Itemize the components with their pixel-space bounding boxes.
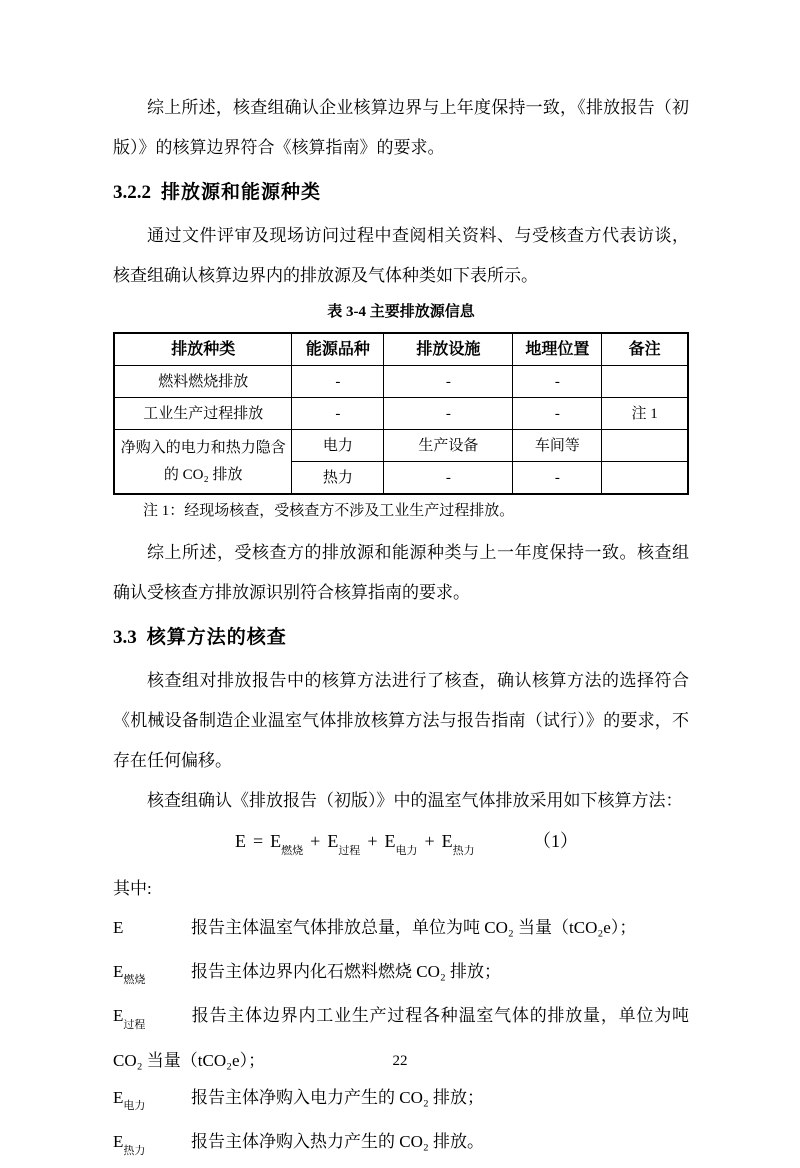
where-label: 其中: xyxy=(113,878,152,898)
definition-desc: 报告主体边界内工业生产过程各种温室气体的排放量，单位为吨 CO₂ 当量（tCO₂e）； xyxy=(113,1006,689,1070)
cell-energy-type: - xyxy=(292,398,384,430)
cell-emission-type-merged: 净购入的电力和热力隐含的 CO₂ 排放 xyxy=(114,430,292,495)
table-row xyxy=(114,430,688,462)
definition-item xyxy=(113,1123,689,1167)
cell-facility: - xyxy=(384,398,513,430)
col-header-energy-type: 能源品种 xyxy=(292,333,384,366)
definition-item xyxy=(113,953,689,997)
table-note: 注 1：经现场核查，受核查方不涉及工业生产过程排放。 xyxy=(143,503,515,519)
section-322-paragraph: 通过文件评审及现场访问过程中查阅相关资料、与受核查方代表访谈，核查组确认核算边界内的排放源及气体种类如下表所示。 xyxy=(113,226,689,285)
cell-location: - xyxy=(513,398,602,430)
cell-facility: - xyxy=(384,462,513,495)
section-heading-322 xyxy=(113,178,689,208)
formula-lhs: E xyxy=(235,831,246,851)
cell-location: - xyxy=(513,462,602,495)
definition-desc: 报告主体净购入电力产生的 CO₂ 排放； xyxy=(191,1087,485,1107)
formula-number: （1） xyxy=(533,831,578,851)
cell-location: - xyxy=(513,366,602,398)
page-number: 22 xyxy=(392,1053,408,1069)
cell-location: 车间等 xyxy=(513,430,602,462)
definition-symbol: $E_{燃烧}$ xyxy=(113,961,146,987)
definition-desc: 报告主体边界内化石燃料燃烧 CO₂ 排放； xyxy=(191,961,502,981)
col-header-remark: 备注 xyxy=(602,333,688,366)
section-heading-33 xyxy=(113,623,689,653)
cell-emission-type: 工业生产过程排放 xyxy=(114,398,292,430)
cell-facility: 生产设备 xyxy=(384,430,513,462)
definition-item xyxy=(113,909,689,953)
formula-term: $E_{电力}$ xyxy=(384,831,418,857)
formula-1 xyxy=(113,821,689,869)
cell-remark xyxy=(602,430,688,462)
definition-symbol: $E_{电力}$ xyxy=(113,1087,146,1113)
plus-sign: + xyxy=(367,831,378,851)
definition-item xyxy=(113,1079,689,1123)
section-322-summary: 综上所述，受核查方的排放源和能源种类与上一年度保持一致。核查组确认受核查方排放源识别符合核算指南的要求。 xyxy=(113,543,689,602)
cell-remark xyxy=(602,462,688,495)
cell-energy-type: - xyxy=(292,366,384,398)
cell-remark: 注 1 xyxy=(602,398,688,430)
section-number: 3.2.2 xyxy=(113,182,151,203)
cell-facility: - xyxy=(384,366,513,398)
section-title: 核算方法的核查 xyxy=(146,627,287,648)
section-33-paragraph-2: 核查组确认《排放报告（初版）》中的温室气体排放采用如下核算方法： xyxy=(147,791,683,810)
cell-emission-type: 燃料燃烧排放 xyxy=(114,366,292,398)
cell-energy-type: 热力 xyxy=(292,462,384,495)
section-title: 排放源和能源种类 xyxy=(161,182,322,203)
equals-sign: = xyxy=(253,831,264,851)
table-header-row xyxy=(114,333,688,366)
cell-energy-type: 电力 xyxy=(292,430,384,462)
plus-sign: + xyxy=(310,831,321,851)
definition-desc: 报告主体温室气体排放总量，单位为吨 CO₂ 当量（tCO₂e）； xyxy=(191,917,637,937)
table-caption: 表 3-4 主要排放源信息 xyxy=(327,304,475,320)
col-header-facility: 排放设施 xyxy=(384,333,513,366)
emission-sources-table xyxy=(113,332,689,495)
cell-remark xyxy=(602,366,688,398)
definition-symbol: E xyxy=(113,917,124,937)
formula-term: $E_{过程}$ xyxy=(327,831,361,857)
table-row xyxy=(114,366,688,398)
definition-desc: 报告主体净购入热力产生的 CO₂ 排放。 xyxy=(191,1132,485,1152)
formula-term: $E_{热力}$ xyxy=(441,831,475,857)
section-number: 3.3 xyxy=(113,627,137,648)
definition-symbol: $E_{热力}$ xyxy=(113,1132,146,1157)
col-header-location: 地理位置 xyxy=(513,333,602,366)
definition-symbol: $E_{过程}$ xyxy=(113,1006,146,1031)
col-header-emission-type: 排放种类 xyxy=(114,333,292,366)
plus-sign: + xyxy=(424,831,435,851)
intro-paragraph: 综上所述，核查组确认企业核算边界与上年度保持一致，《排放报告（初版）》的核算边界符合《核算指南》的要求。 xyxy=(113,98,689,157)
table-row xyxy=(114,398,688,430)
section-33-paragraph-1: 核查组对排放报告中的核算方法进行了核查，确认核算方法的选择符合《机械设备制造企业温室气体排放核算方法与报告指南（试行）》的要求，不存在任何偏移。 xyxy=(113,671,689,770)
formula-term: $E_{燃烧}$ xyxy=(270,831,304,857)
